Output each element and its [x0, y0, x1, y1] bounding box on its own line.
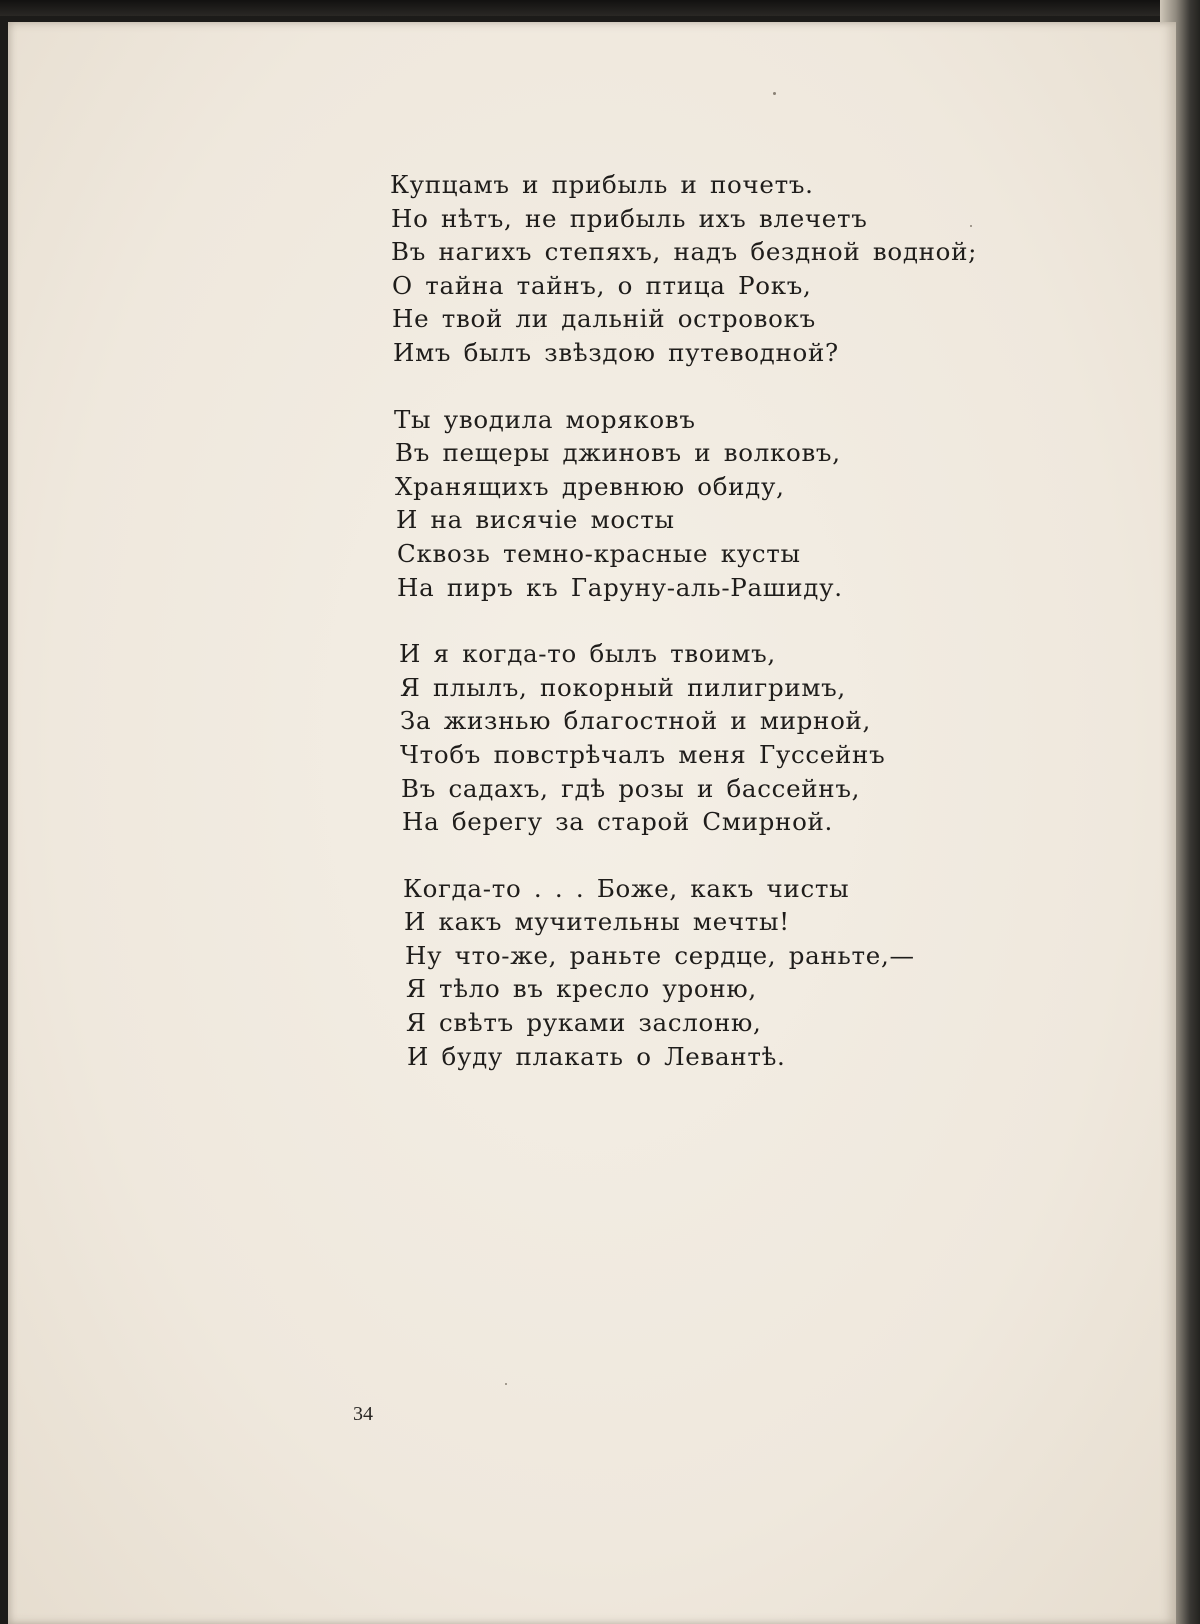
scan-top-edge — [0, 0, 1200, 16]
poem-line: Ну что-же, раньте сердце, раньте,— — [405, 940, 915, 970]
poem-line: О тайна тайнъ, о птица Рокъ, — [392, 270, 812, 300]
poem-line: И какъ мучительны мечты! — [404, 907, 790, 937]
poem-line: И я когда-то былъ твоимъ, — [399, 639, 776, 669]
poem-line: На пиръ къ Гаруну-аль-Рашиду. — [397, 572, 843, 602]
stanza-3 — [397, 637, 997, 839]
poem-line: Хранящихъ древнюю обиду, — [395, 471, 785, 501]
poem-line: За жизнью благостной и мирной, — [400, 706, 872, 736]
poem-text — [390, 168, 997, 1106]
poem-line: И буду плакать о Левантѣ. — [407, 1041, 786, 1071]
poem-line: Въ садахъ, гдѣ розы и бассейнъ, — [401, 773, 861, 803]
poem-line: Въ нагихъ степяхъ, надъ бездной водной; — [391, 237, 978, 267]
poem-line: Но нѣтъ, не прибыль ихъ влечетъ — [391, 203, 868, 233]
paper-speck — [773, 92, 776, 95]
poem-line: Сквозь темно-красные кусты — [397, 538, 801, 568]
page-number: 34 — [353, 1403, 373, 1425]
stanza-2 — [394, 403, 997, 605]
poem-line: Имъ былъ звѣздою путеводной? — [393, 337, 839, 367]
poem-line: Не твой ли дальнiй островокъ — [392, 304, 816, 334]
poem-line: На берегу за старой Смирной. — [402, 807, 834, 837]
paper-speck — [505, 1383, 507, 1385]
poem-line: Я плылъ, покорный пилигримъ, — [400, 672, 846, 702]
poem-line: Ты уводила моряковъ — [394, 404, 696, 434]
stanza-4 — [397, 872, 997, 1074]
poem-line: Когда-то . . . Боже, какъ чисты — [403, 873, 850, 903]
poem-line: Я свѣтъ руками заслоню, — [406, 1008, 762, 1038]
poem-line: Я тѣло въ кресло уроню, — [406, 974, 757, 1004]
poem-line: Чтобъ повстрѣчалъ меня Гуссейнъ — [400, 739, 886, 769]
stanza-1 — [390, 168, 997, 370]
poem-line: Въ пещеры джиновъ и волковъ, — [395, 438, 841, 468]
poem-line: И на висячiе мосты — [396, 505, 675, 535]
poem-line: Купцамъ и прибыль и почетъ. — [390, 170, 814, 199]
